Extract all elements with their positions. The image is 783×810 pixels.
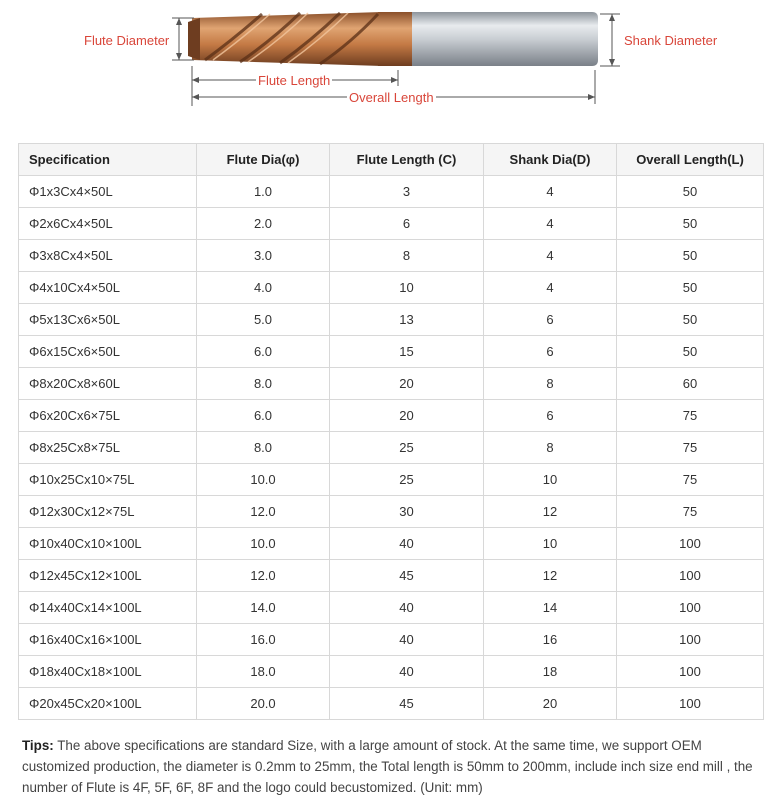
table-cell: 50 — [617, 208, 764, 240]
table-cell: 12.0 — [197, 560, 330, 592]
table-cell: Φ12x45Cx12×100L — [19, 560, 197, 592]
table-cell: 45 — [330, 560, 484, 592]
table-cell: 5.0 — [197, 304, 330, 336]
table-cell: 45 — [330, 688, 484, 720]
table-cell: Φ16x40Cx16×100L — [19, 624, 197, 656]
table-cell: 50 — [617, 272, 764, 304]
header-flute-dia: Flute Dia(φ) — [197, 144, 330, 176]
table-cell: Φ6x20Cx6×75L — [19, 400, 197, 432]
table-cell: 6 — [330, 208, 484, 240]
table-row — [19, 432, 764, 464]
table-cell: 25 — [330, 432, 484, 464]
table-cell: 8.0 — [197, 368, 330, 400]
table-cell: 50 — [617, 336, 764, 368]
table-cell: 16.0 — [197, 624, 330, 656]
table-cell: 8 — [484, 368, 617, 400]
table-cell: 8 — [484, 432, 617, 464]
table-cell: Φ10x25Cx10×75L — [19, 464, 197, 496]
overall-length-label: Overall Length — [349, 90, 434, 105]
table-cell: 40 — [330, 528, 484, 560]
table-cell: 100 — [617, 656, 764, 688]
table-cell: 50 — [617, 240, 764, 272]
table-cell: Φ3x8Cx4×50L — [19, 240, 197, 272]
table-row — [19, 528, 764, 560]
table-cell: 40 — [330, 624, 484, 656]
table-cell: 6 — [484, 336, 617, 368]
table-cell: 14.0 — [197, 592, 330, 624]
table-cell: Φ4x10Cx4×50L — [19, 272, 197, 304]
table-cell: 40 — [330, 592, 484, 624]
table-header-row — [19, 144, 764, 176]
table-row — [19, 464, 764, 496]
table-cell: 75 — [617, 400, 764, 432]
table-cell: 3 — [330, 176, 484, 208]
table-cell: 18.0 — [197, 656, 330, 688]
table-row — [19, 688, 764, 720]
table-cell: 20.0 — [197, 688, 330, 720]
table-cell: Φ5x13Cx6×50L — [19, 304, 197, 336]
table-cell: 100 — [617, 688, 764, 720]
table-cell: 4 — [484, 176, 617, 208]
table-cell: 20 — [484, 688, 617, 720]
shank-diameter-dimension — [600, 14, 620, 66]
table-cell: Φ14x40Cx14×100L — [19, 592, 197, 624]
table-cell: 100 — [617, 560, 764, 592]
table-cell: Φ12x30Cx12×75L — [19, 496, 197, 528]
table-cell: Φ1x3Cx4×50L — [19, 176, 197, 208]
header-specification: Specification — [19, 144, 197, 176]
table-row — [19, 560, 764, 592]
tips-text: The above specifications are standard Size, with a large amount of stock. At the same time, we support OEM customized production, the diameter is 0.2mm to 25mm, the Total length is 50mm to 200mm, include inch size end mill , the number of Flute is 4F, 5F, 6F, 8F and the logo could becustomized. (Unit: mm) — [22, 738, 753, 795]
table-row — [19, 368, 764, 400]
table-cell: 15 — [330, 336, 484, 368]
cutting-tip — [188, 18, 200, 60]
table-cell: 10 — [330, 272, 484, 304]
shank — [398, 12, 598, 66]
flute-length-label: Flute Length — [258, 73, 331, 88]
table-row — [19, 496, 764, 528]
header-overall-length: Overall Length(L) — [617, 144, 764, 176]
table-cell: 40 — [330, 656, 484, 688]
table-row — [19, 240, 764, 272]
table-cell: 12.0 — [197, 496, 330, 528]
tips-label: Tips: — [22, 738, 54, 753]
table-cell: 6 — [484, 400, 617, 432]
flute-diameter-label: Flute Diameter — [84, 33, 170, 48]
table-cell: 6.0 — [197, 336, 330, 368]
table-cell: 14 — [484, 592, 617, 624]
table-cell: Φ6x15Cx6×50L — [19, 336, 197, 368]
table-cell: 2.0 — [197, 208, 330, 240]
table-cell: Φ2x6Cx4×50L — [19, 208, 197, 240]
end-mill-diagram — [0, 0, 783, 115]
table-cell: 10 — [484, 528, 617, 560]
table-cell: 3.0 — [197, 240, 330, 272]
table-cell: Φ18x40Cx18×100L — [19, 656, 197, 688]
table-cell: 60 — [617, 368, 764, 400]
table-cell: 100 — [617, 592, 764, 624]
table-cell: 100 — [617, 624, 764, 656]
table-row — [19, 208, 764, 240]
table-cell: 18 — [484, 656, 617, 688]
table-cell: 100 — [617, 528, 764, 560]
table-cell: 20 — [330, 400, 484, 432]
table-row — [19, 304, 764, 336]
table-cell: 75 — [617, 432, 764, 464]
table-cell: 8.0 — [197, 432, 330, 464]
table-cell: 8 — [330, 240, 484, 272]
table-cell: 10 — [484, 464, 617, 496]
table-cell: 1.0 — [197, 176, 330, 208]
table-cell: Φ8x25Cx8×75L — [19, 432, 197, 464]
coated-neck — [378, 12, 412, 66]
table-row — [19, 656, 764, 688]
table-cell: 4 — [484, 208, 617, 240]
table-row — [19, 336, 764, 368]
table-cell: 4 — [484, 240, 617, 272]
table-cell: Φ10x40Cx10×100L — [19, 528, 197, 560]
table-cell: Φ8x20Cx8×60L — [19, 368, 197, 400]
table-row — [19, 176, 764, 208]
table-cell: 30 — [330, 496, 484, 528]
table-cell: 50 — [617, 304, 764, 336]
table-row — [19, 272, 764, 304]
shank-diameter-label: Shank Diameter — [624, 33, 718, 48]
table-body — [19, 176, 764, 720]
table-cell: 10.0 — [197, 528, 330, 560]
table-cell: 16 — [484, 624, 617, 656]
header-shank-dia: Shank Dia(D) — [484, 144, 617, 176]
table-row — [19, 400, 764, 432]
table-cell: 25 — [330, 464, 484, 496]
tips-paragraph — [22, 735, 767, 798]
table-cell: 13 — [330, 304, 484, 336]
table-row — [19, 624, 764, 656]
table-row — [19, 592, 764, 624]
table-cell: 12 — [484, 496, 617, 528]
specification-table — [18, 143, 764, 720]
table-cell: 6.0 — [197, 400, 330, 432]
table-cell: 4 — [484, 272, 617, 304]
table-cell: 75 — [617, 496, 764, 528]
table-cell: 75 — [617, 464, 764, 496]
table-cell: 20 — [330, 368, 484, 400]
table-cell: 6 — [484, 304, 617, 336]
table-cell: 10.0 — [197, 464, 330, 496]
table-cell: Φ20x45Cx20×100L — [19, 688, 197, 720]
table-cell: 4.0 — [197, 272, 330, 304]
table-cell: 50 — [617, 176, 764, 208]
table-cell: 12 — [484, 560, 617, 592]
header-flute-length: Flute Length (C) — [330, 144, 484, 176]
